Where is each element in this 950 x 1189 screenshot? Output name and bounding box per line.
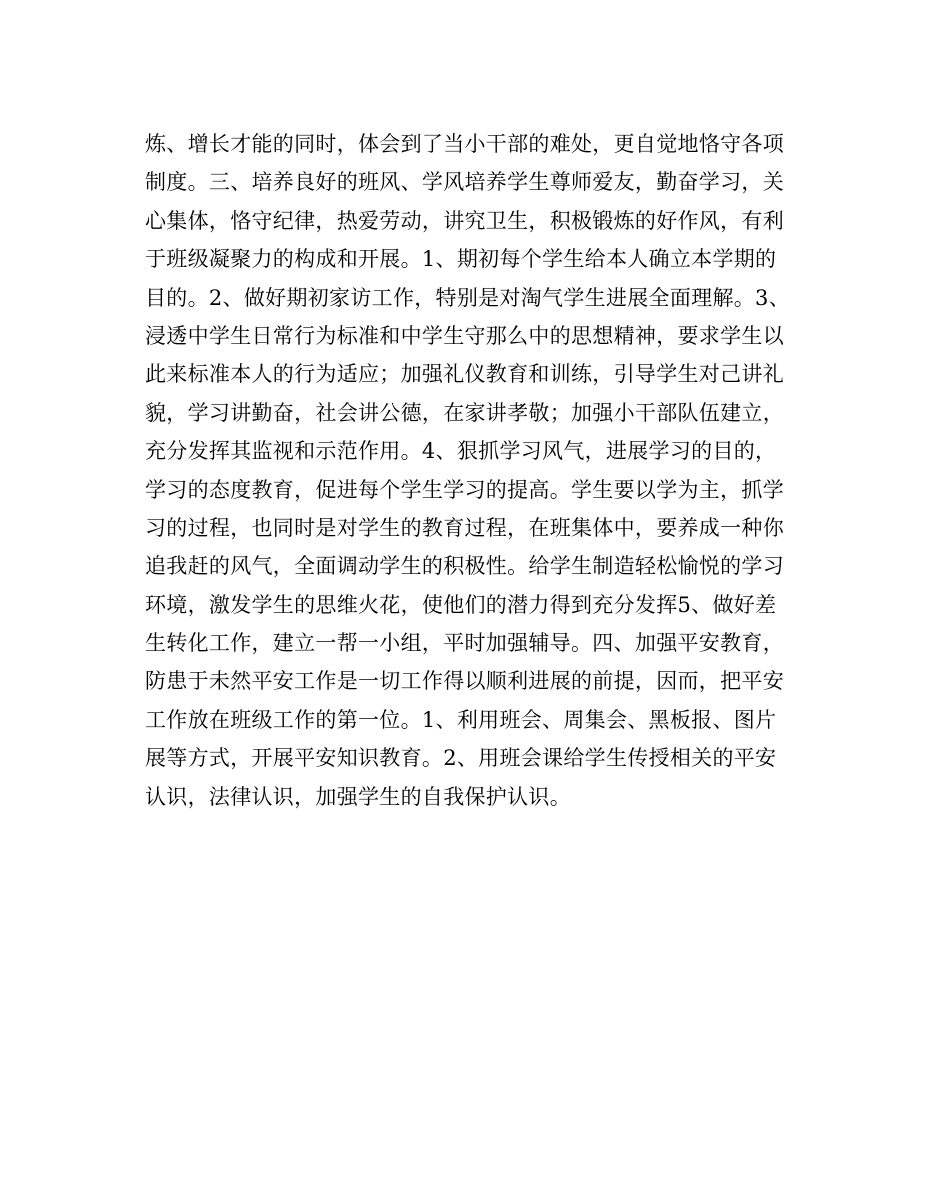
text-line-16: 工作放在班级工作的第一位。1、利用班会、周集会、黑板报、图片	[145, 707, 777, 732]
text-line-13: 环境，激发学生的思维火花，使他们的潜力得到充分发挥5、做好差	[145, 592, 777, 617]
text-line-4: 于班级凝聚力的构成和开展。1、期初每个学生给本人确立本学期的	[145, 247, 777, 272]
text-line-2: 制度。三、培养良好的班风、学风培养学生尊师爱友，勤奋学习，关	[145, 170, 784, 195]
text-line-14: 生转化工作，建立一帮一小组，平时加强辅导。四、加强平安教育，	[145, 631, 784, 656]
text-line-10: 学习的态度教育，促进每个学生学习的提高。学生要以学为主，抓学	[145, 477, 784, 502]
text-line-1: 炼、增长才能的同时，体会到了当小干部的难处，更自觉地恪守各项	[145, 132, 784, 156]
text-line-6: 浸透中学生日常行为标准和中学生守那么中的思想精神，要求学生以	[145, 323, 784, 348]
text-line-18: 认识，法律认识，加强学生的自我保护认识。	[145, 784, 571, 809]
text-line-7: 此来标准本人的行为适应；加强礼仪教育和训练，引导学生对己讲礼	[145, 362, 784, 387]
text-line-3: 心集体，恪守纪律，热爱劳动，讲究卫生，积极锻炼的好作风，有利	[145, 208, 784, 233]
text-line-9: 充分发挥其监视和示范作用。4、狠抓学习风气，进展学习的目的，	[145, 439, 777, 464]
text-line-15: 防患于未然平安工作是一切工作得以顺利进展的前提，因而，把平安	[145, 669, 784, 694]
text-line-5: 目的。2、做好期初家访工作，特别是对淘气学生进展全面理解。3、	[145, 285, 791, 310]
text-line-17: 展等方式，开展平安知识教育。2、用班会课给学生传授相关的平安	[145, 746, 777, 771]
text-line-12: 追我赶的风气，全面调动学生的积极性。给学生制造轻松愉悦的学习	[145, 554, 784, 579]
text-line-8: 貌，学习讲勤奋，社会讲公德，在家讲孝敬；加强小干部队伍建立，	[145, 400, 784, 425]
text-line-11: 习的过程，也同时是对学生的教育过程，在班集体中，要养成一种你	[145, 515, 784, 540]
body-text	[145, 125, 815, 816]
